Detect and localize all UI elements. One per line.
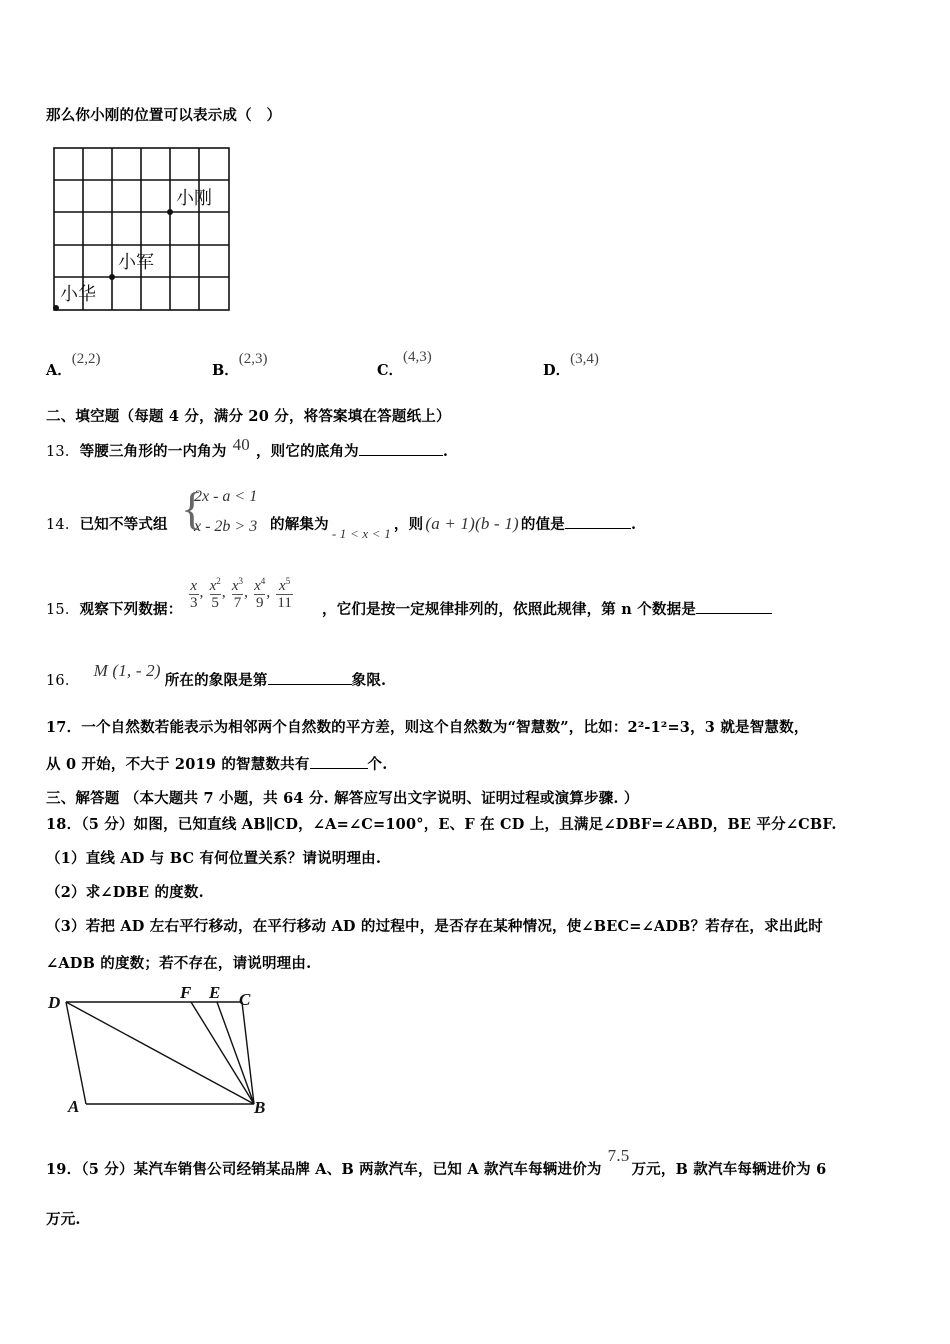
question-19-line-2: 万元. xyxy=(46,1211,81,1228)
question-19-line-1: 19．（5 分）某汽车销售公司经销某品牌 A、B 两款汽车，已知 A 款汽车每辆进价为7.5万元，B 款汽车每辆进价为 6 xyxy=(46,1146,827,1178)
label-e: E xyxy=(209,983,221,1002)
option-b[interactable]: B．(2,3) xyxy=(212,351,268,379)
origin-marker xyxy=(53,305,59,311)
parallelogram-figure xyxy=(46,982,286,1118)
question-18-part-2: （2）求∠DBE 的度数. xyxy=(46,884,204,901)
point-marker xyxy=(167,209,173,215)
question-15-rest: ，它们是按一定规律排列的，依照此规律，第 n 个数据是 xyxy=(322,598,772,619)
answer-blank[interactable] xyxy=(359,441,443,456)
label-a: A xyxy=(68,1097,80,1116)
question-17-line-1: 17．一个自然数若能表示为相邻两个自然数的平方差，则这个自然数为“智慧数”，比如：2²-1²=3，3 就是智慧数， xyxy=(46,719,809,736)
option-c[interactable]: C．(4,3) xyxy=(377,349,432,379)
question-15-label: 15．观察下列数据： xyxy=(46,601,183,618)
system-line-1: 2x - a < 1 xyxy=(194,488,258,505)
coordinate-grid-figure xyxy=(48,142,238,317)
fraction-3: $\frac{x^3}{7}$ xyxy=(231,576,244,611)
label-c: C xyxy=(239,990,251,1009)
segment-da xyxy=(66,1002,86,1104)
label-d: D xyxy=(48,993,61,1012)
section-heading-solutions: 三、解答题 （本大题共 7 小题，共 64 分. 解答应写出文字说明、证明过程或演算步骤. ） xyxy=(46,790,639,807)
answer-blank[interactable] xyxy=(696,599,772,614)
question-18-part-3-line-1: （3）若把 AD 左右平行移动，在平行移动 AD 的过程中，是否存在某种情况，使∠BEC=∠ADB？若存在，求出此时 xyxy=(46,918,823,935)
question-17-line-2: 从 0 开始，不大于 2019 的智慧数共有 个. xyxy=(46,756,388,773)
question-intro: 那么你小刚的位置可以表示成（ ） xyxy=(46,107,282,124)
grid-label-xiaojun: 小军 xyxy=(118,252,154,273)
option-d[interactable]: D．(3,4) xyxy=(543,351,599,379)
system-brace: { xyxy=(181,483,204,534)
label-f: F xyxy=(180,983,192,1002)
grid-label-xiaohua: 小华 xyxy=(60,284,96,305)
section-heading-fill-in: 二、填空题（每题 4 分，满分 20 分，将答案填在答题纸上） xyxy=(46,408,451,425)
fraction-5: $\frac{x^5}{11}$ xyxy=(277,576,292,611)
sequence-fractions: $\frac{x}{3}$ , $\frac{x^2}{5}$ , $\frac{x^3}{7}$ , $\frac{x^4}{9}$ , $\frac{x^5}{11}$ xyxy=(188,573,294,611)
fraction-1: $\frac{x}{3}$ xyxy=(190,578,198,611)
question-13: 13．等腰三角形的一内角为 40 ，则它的底角为 . xyxy=(46,435,449,460)
question-18-part-3-line-2: ∠ADB 的度数；若不存在，请说明理由. xyxy=(46,955,312,972)
point-marker xyxy=(109,274,115,280)
segment-db xyxy=(66,1002,254,1104)
answer-blank[interactable] xyxy=(310,754,368,769)
grid-label-xiaogang: 小刚 xyxy=(176,188,212,209)
fraction-2: $\frac{x^2}{5}$ xyxy=(209,576,221,611)
question-14: 14．已知不等式组 xyxy=(46,516,168,533)
fraction-4: $\frac{x^4}{9}$ xyxy=(254,576,266,611)
answer-blank[interactable] xyxy=(268,670,352,685)
label-b: B xyxy=(254,1098,266,1117)
question-18-head: 18．（5 分）如图，已知直线 AB∥CD，∠A=∠C=100°，E、F 在 CD 上，且满足∠DBF=∠ABD，BE 平分∠CBF. xyxy=(46,816,837,833)
option-a[interactable]: A．(2,2) xyxy=(46,351,101,379)
system-line-2: x - 2b > 3 xyxy=(194,518,258,535)
question-18-part-1: （1）直线 AD 与 BC 有何位置关系？请说明理由. xyxy=(46,850,382,867)
answer-blank[interactable] xyxy=(565,514,631,529)
question-14-rest: 的解集为- 1 < x < 1，则 (a + 1)(b - 1) 的值是 . xyxy=(270,514,637,541)
question-16: 16．M (1, - 2)所在的象限是第 象限. xyxy=(46,661,387,689)
